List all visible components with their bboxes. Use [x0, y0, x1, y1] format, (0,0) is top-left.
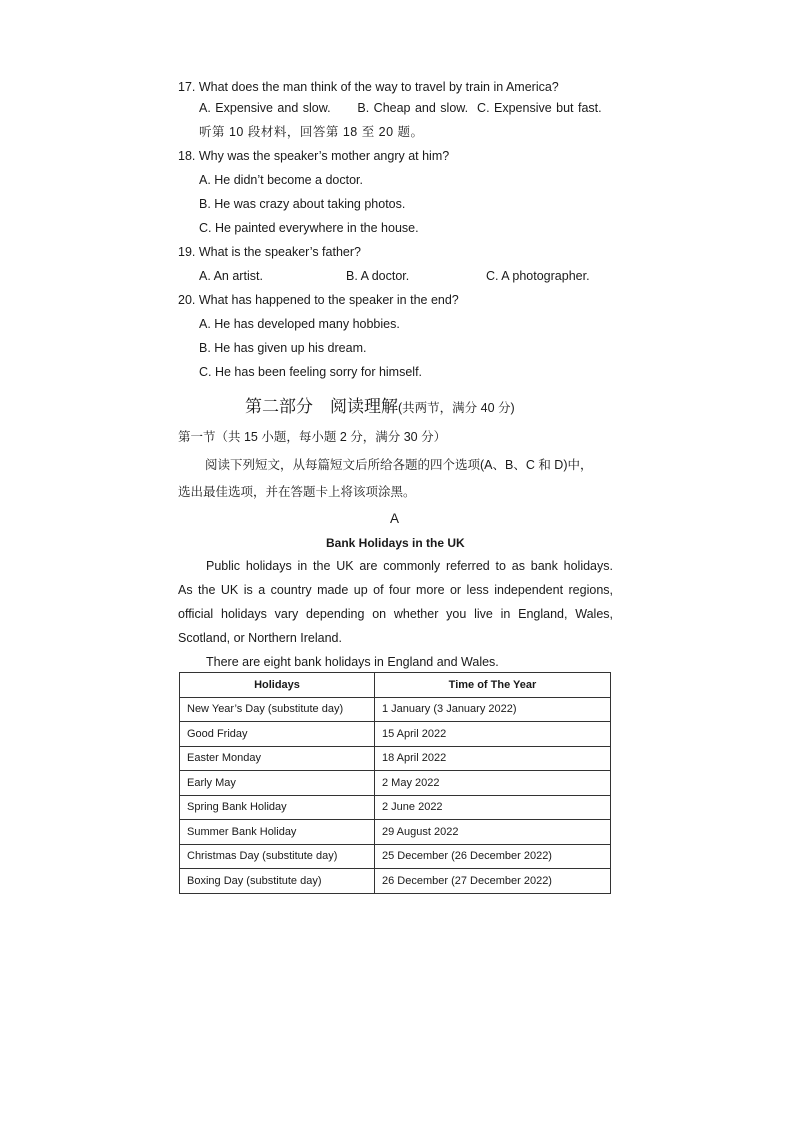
holiday-name: Good Friday	[180, 722, 375, 747]
reading-instruction-line-2: 选出最佳选项，并在答题卡上将该项涂黑。	[178, 485, 416, 499]
holiday-date: 29 August 2022	[375, 820, 611, 845]
question-19-option-b: B. A doctor.	[346, 269, 410, 283]
question-20-option-b: B. He has given up his dream.	[199, 341, 367, 355]
holiday-name: Spring Bank Holiday	[180, 795, 375, 820]
bank-holidays-table	[179, 672, 611, 894]
holiday-date: 25 December (26 December 2022)	[375, 844, 611, 869]
section-1-heading: 第一节（共 15 小题，每小题 2 分，满分 30 分）	[178, 430, 447, 444]
table-row	[180, 869, 611, 894]
question-18-option-b: B. He was crazy about taking photos.	[199, 197, 406, 211]
passage-para-1-line-1: Public holidays in the UK are commonly referred to as bank holidays.	[206, 559, 613, 573]
table-row	[180, 771, 611, 796]
table-row	[180, 820, 611, 845]
holiday-name: Christmas Day (substitute day)	[180, 844, 375, 869]
question-20: 20. What has happened to the speaker in the end?	[178, 293, 459, 307]
table-row	[180, 844, 611, 869]
passage-10-instruction: 听第 10 段材料，回答第 18 至 20 题。	[199, 125, 424, 139]
reading-instruction-line-1: 阅读下列短文，从每篇短文后所给各题的四个选项(A、B、C 和 D)中，	[205, 458, 593, 472]
part-2-title	[245, 392, 515, 417]
table-header-holidays: Holidays	[180, 673, 375, 698]
question-18: 18. Why was the speaker’s mother angry at him?	[178, 149, 450, 163]
question-18-option-c: C. He painted everywhere in the house.	[199, 221, 419, 235]
question-17-options: A. Expensive and slow. B. Cheap and slow. C. Expensive but fast.	[199, 101, 602, 115]
holiday-date: 2 May 2022	[375, 771, 611, 796]
question-18-option-a: A. He didn’t become a doctor.	[199, 173, 363, 187]
question-20-option-a: A. He has developed many hobbies.	[199, 317, 400, 331]
table-row	[180, 795, 611, 820]
passage-para-2: There are eight bank holidays in England and Wales.	[206, 655, 499, 669]
question-19-option-a: A. An artist.	[199, 269, 263, 283]
part-2-title-text: 第二部分 阅读理解	[245, 397, 398, 416]
holiday-date: 15 April 2022	[375, 722, 611, 747]
passage-title: Bank Holidays in the UK	[326, 536, 465, 550]
holiday-name: Easter Monday	[180, 746, 375, 771]
table-row	[180, 722, 611, 747]
passage-para-1-line-2: As the UK is a country made up of four more or less independent regions,	[178, 583, 613, 597]
holiday-name: Early May	[180, 771, 375, 796]
passage-para-1-line-4: Scotland, or Northern Ireland.	[178, 631, 342, 645]
table-row	[180, 746, 611, 771]
holiday-date: 2 June 2022	[375, 795, 611, 820]
holiday-date: 1 January (3 January 2022)	[375, 697, 611, 722]
holiday-date: 18 April 2022	[375, 746, 611, 771]
question-20-option-c: C. He has been feeling sorry for himself.	[199, 365, 423, 379]
holiday-date: 26 December (27 December 2022)	[375, 869, 611, 894]
holiday-name: New Year’s Day (substitute day)	[180, 697, 375, 722]
passage-label: A	[390, 511, 400, 526]
part-2-title-note: (共两节，满分 40 分)	[398, 401, 515, 415]
question-19-option-c: C. A photographer.	[486, 269, 590, 283]
table-header-time: Time of The Year	[375, 673, 611, 698]
holiday-name: Boxing Day (substitute day)	[180, 869, 375, 894]
question-17: 17. What does the man think of the way to travel by train in America?	[178, 80, 559, 94]
holiday-name: Summer Bank Holiday	[180, 820, 375, 845]
table-row	[180, 697, 611, 722]
passage-para-1-line-3: official holidays vary depending on whether you live in England, Wales,	[178, 607, 613, 621]
question-19: 19. What is the speaker’s father?	[178, 245, 361, 259]
table-header-row	[180, 673, 611, 698]
